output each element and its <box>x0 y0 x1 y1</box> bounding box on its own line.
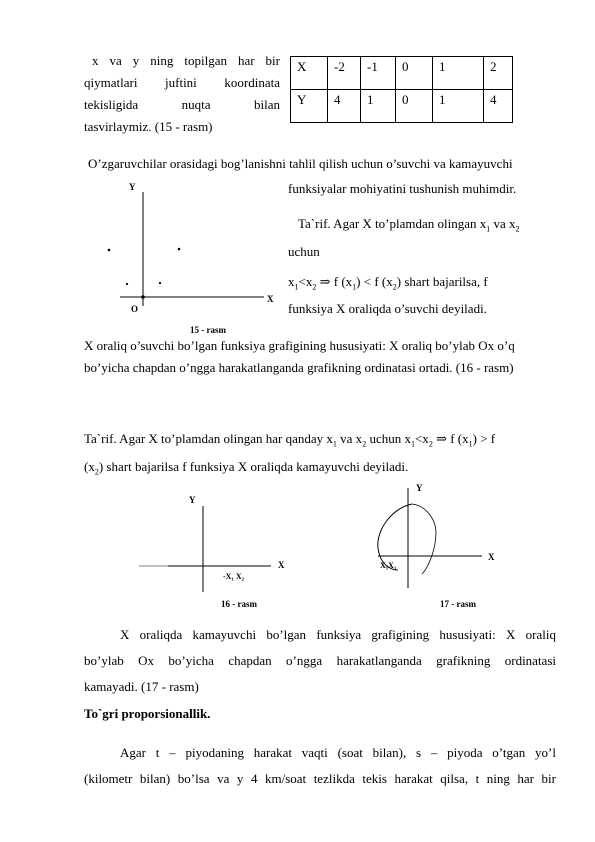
table-cell: 1 <box>433 90 484 123</box>
point <box>108 249 111 252</box>
curve-tail <box>412 504 436 574</box>
table-cell: 1 <box>361 90 396 123</box>
intro-line: tasvirlaymiz. (15 - rasm) <box>84 119 213 134</box>
caption: 15 - rasm <box>190 325 226 335</box>
table-row <box>291 90 513 123</box>
figure-17 <box>370 478 510 613</box>
point <box>126 283 128 285</box>
table-cell: X <box>291 57 328 90</box>
table-cell: 0 <box>396 90 433 123</box>
origin-label: O <box>131 304 139 314</box>
paragraph-intro: O’zgaruvchilar orasidagi bog’lanishni tahlil qilish uchun o’suvchi va kamayuvchi <box>88 156 513 171</box>
point <box>159 282 161 284</box>
definition-line: Ta`rif. Agar X to’plamdan olingan $x_1$ va $x_2$ <box>298 216 520 234</box>
intro-line: tekisligida nuqta bilan <box>84 97 280 112</box>
table-cell: 1 <box>433 57 484 90</box>
paragraph-intro-cont: funksiyalar mohiyatini tushunish muhimdir. <box>288 181 517 196</box>
values-table <box>290 56 513 123</box>
figure-16 <box>135 488 305 613</box>
definition-decreasing: Ta`rif. Agar X to’plamdan olingan har qanday $x_1$ va $x_2$ uchun $x_1<x_2$ ⇒ f $(x_1) > f$ $(x_2)$ shart bajarilsa f funksiya X oraliqda kamayuvchi deyiladi. <box>84 431 496 477</box>
definition-line: funksiya X oraliqda o’suvchi deyiladi. <box>288 301 487 317</box>
y-label: Y <box>416 483 423 493</box>
table-cell: 0 <box>396 57 433 90</box>
paragraph-proportionality: Agar t – piyodaning harakat vaqti (soat bilan), s – piyoda o’tgan yo’l (kilometr bilan) bo’lsa va y 4 km/soat tezlikda tekis harakat qilsa, t ning har bir <box>84 745 556 786</box>
x-label: X <box>488 552 495 562</box>
table-cell: -2 <box>328 57 361 90</box>
definition-line: uchun <box>288 243 320 259</box>
intro-text <box>84 50 280 138</box>
definition-line: $x_1<x_2$ ⇒ f $(x_1) < f$ $(x_2)$ shart bajarilsa, f <box>288 273 488 292</box>
point <box>178 248 181 251</box>
section-heading: To`gri proporsionallik. <box>84 706 211 721</box>
table-cell: 4 <box>484 90 513 123</box>
definition-increasing <box>288 213 554 320</box>
intro-line: qiymatlari juftini koordinata <box>84 75 280 90</box>
table-cell: -1 <box>361 57 396 90</box>
caption: 17 - rasm <box>440 599 476 609</box>
caption: 16 - rasm <box>221 599 257 609</box>
figure-15 <box>100 178 290 338</box>
y-label: Y <box>189 495 196 505</box>
x-label: X <box>278 560 285 570</box>
table-cell: 4 <box>328 90 361 123</box>
origin-point <box>141 295 145 299</box>
paragraph-increasing-property: X oraliq o’suvchi bo’lgan funksiya grafigining hususiyati: X oraliq bo’ylab Ox o’q bo’yicha chapdan o’ngga harakatlanganda grafikning ordinatasi ortadi. (16 - rasm) <box>84 338 515 375</box>
y-label: Y <box>129 182 136 192</box>
paragraph-decreasing-property: X oraliqda kamayuvchi bo’lgan funksiya grafigining hususiyati: X oraliq bo’ylab Ox bo’yicha chapdan o’ngga harakatlanganda grafikning ordinatasi kamayadi. (17 - rasm) <box>84 627 556 694</box>
x-label: X <box>267 294 274 304</box>
table-row <box>291 57 513 90</box>
tick-labels: -X₁ X₂ <box>223 572 245 581</box>
tick-labels: X₁X₁ <box>380 561 397 570</box>
table-cell: 2 <box>484 57 513 90</box>
table-cell: Y <box>291 90 328 123</box>
intro-line: x va y ning topilgan har bir <box>92 53 280 68</box>
